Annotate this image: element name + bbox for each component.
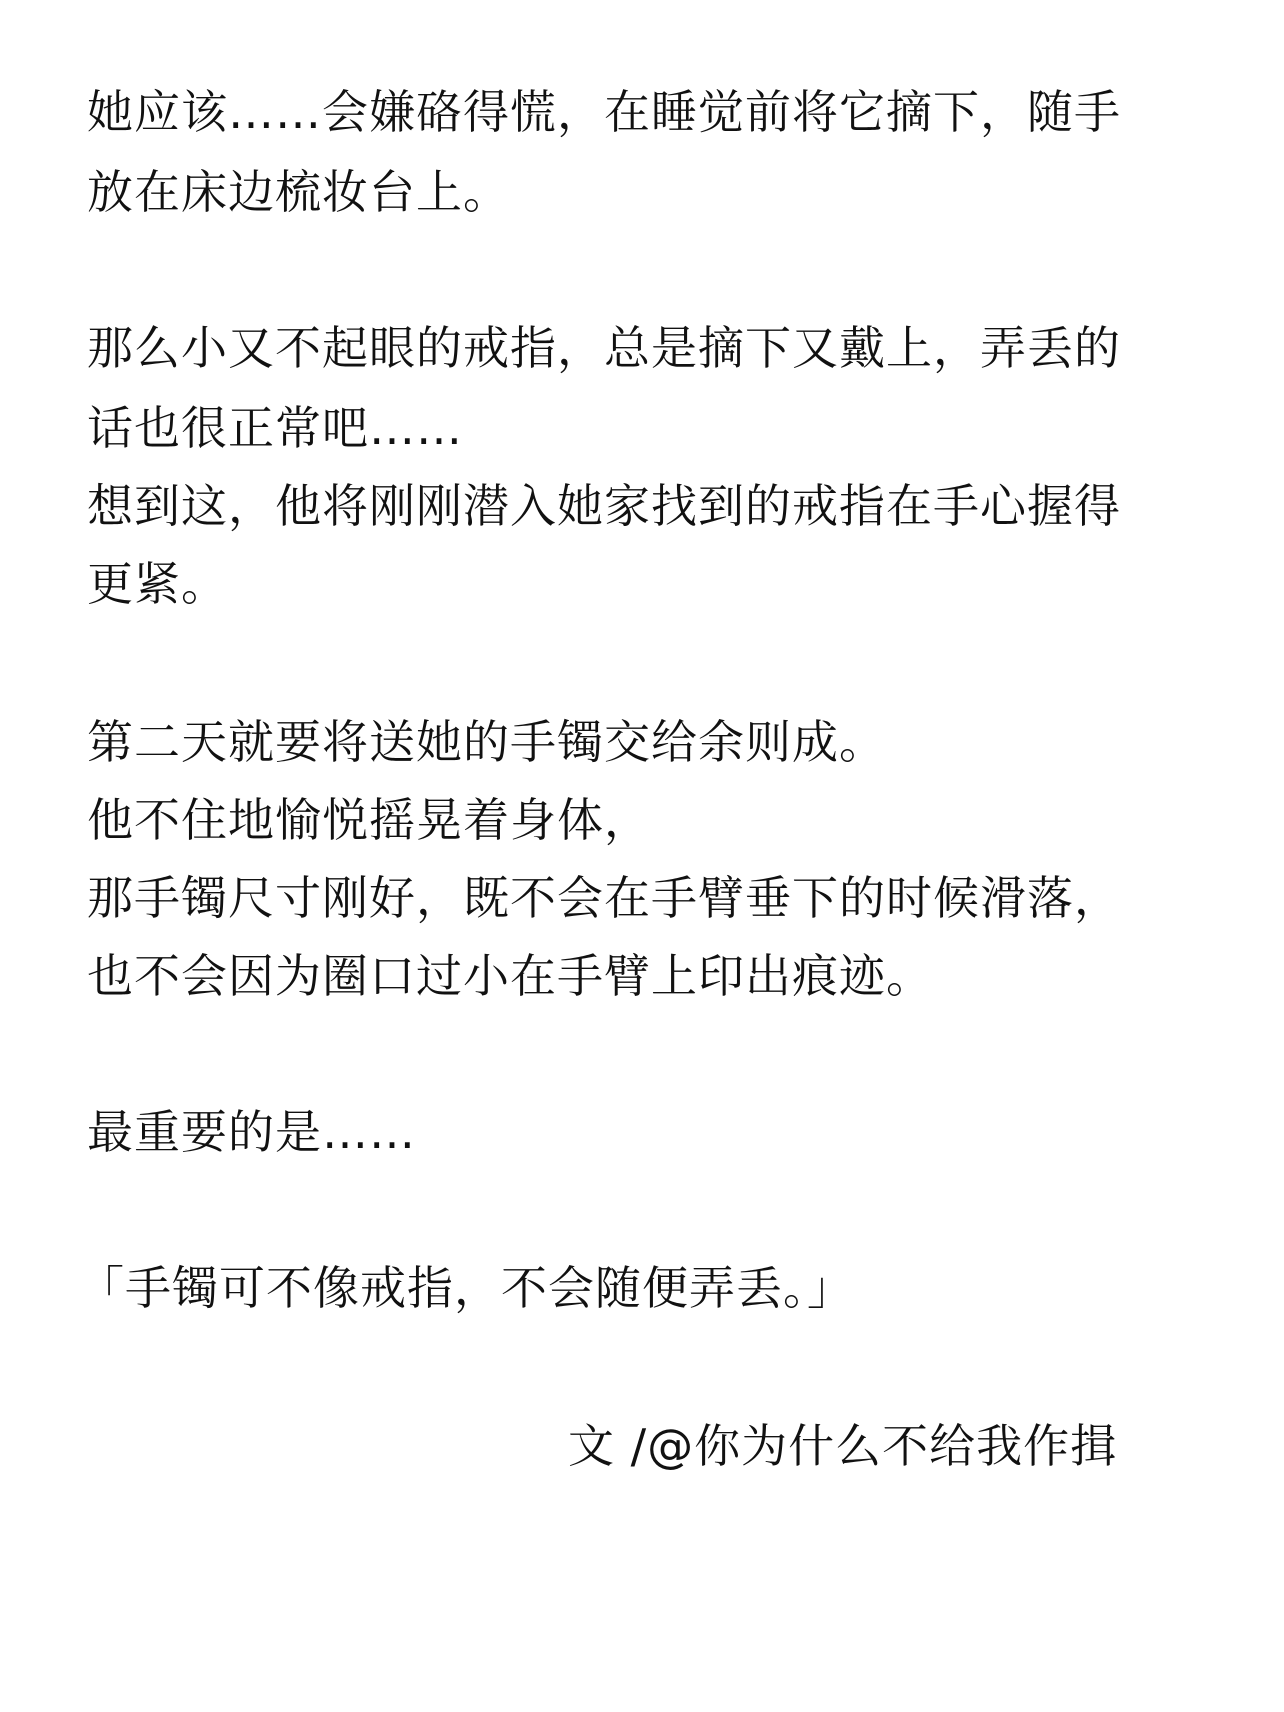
text-line: 放在床边梳妆台上。	[87, 165, 510, 219]
text-line: 话也很正常吧……	[87, 401, 463, 455]
text-line: 那手镯尺寸刚好，既不会在手臂垂下的时候滑落，	[87, 871, 1121, 925]
text-line: 她应该……会嫌硌得慌，在睡觉前将它摘下，随手	[87, 85, 1121, 139]
text-line: 最重要的是……	[87, 1105, 416, 1159]
author-signature: 文 /@你为什么不给我作揖	[568, 1419, 1118, 1473]
text-line: 更紧。	[87, 557, 228, 611]
text-line: 第二天就要将送她的手镯交给余则成。	[87, 715, 886, 769]
text-line: 那么小又不起眼的戒指，总是摘下又戴上，弄丢的	[87, 321, 1121, 375]
text-line: 也不会因为圈口过小在手臂上印出痕迹。	[87, 949, 933, 1003]
text-line: 他不住地愉悦摇晃着身体，	[87, 793, 651, 847]
quoted-line: 「手镯可不像戒指，不会随便弄丢。」	[78, 1261, 854, 1315]
text-line: 想到这，他将刚刚潜入她家找到的戒指在手心握得	[87, 479, 1121, 533]
